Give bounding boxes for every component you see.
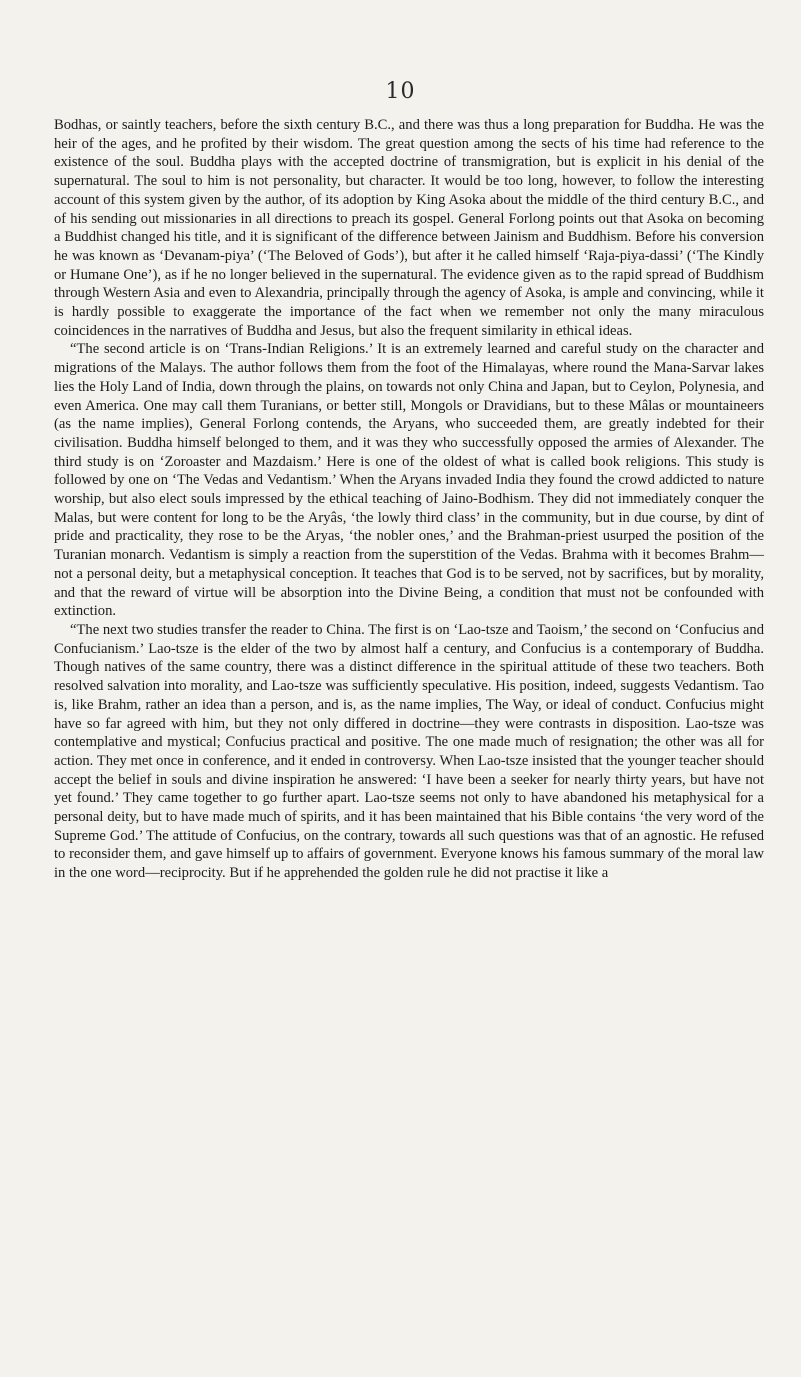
paragraph: “The second article is on ‘Trans-Indian Religions.’ It is an extremely learned and careful study on the character and migrations of the Malays. The author follows them from the foot of the Himalayas, where round the Mana-Sarvar lakes lies the Holy Land of India, down through the plains, on towards not only China and Japan, but to Ceylon, Polynesia, and even America. One may call them Turanians, or better still, Mongols or Dravidians, but to these Mâlas or mountaineers (as the name implies), General Forlong contends, the Aryans, who succeeded them, are greatly indebted for their civilisation. Buddha himself belonged to them, and it was they who successfully opposed the armies of Alexander. The third study is on ‘Zoroaster and Mazdaism.’ Here is one of the oldest of what is called book religions. This study is followed by one on ‘The Vedas and Vedantism.’ When the Aryans invaded India they found the crowd addicted to nature worship, but also elect souls impressed by the ethical teaching of Jaino-Bodhism. They did not immediately conquer the Malas, but were content for long to be the Aryâs, ‘the lowly third class’ in the community, but in due course, by dint of pride and practicality, they rose to be the Aryas, ‘the nobler ones,’ and the Brahman-priest usurped the position of the Turanian monarch. Vedantism is simply a reaction from the superstition of the Vedas. Brahma with it becomes Brahm—not a personal deity, but a metaphysical conception. It teaches that God is to be served, not by sacrifices, but by morality, and that the reward of virtue will be absorption into the Divine Being, a condition that must not be confounded with extinction. xyxy=(54,341,764,620)
paragraph: Bodhas, or saintly teachers, before the sixth century B.C., and there was thus a long preparation for Buddha. He was the heir of the ages, and he profited by their wisdom. The great question among the sects of his time had reference to the existence of the soul. Buddha plays with the accepted doctrine of transmigration, but is explicit in his denial of the supernatural. The soul to him is not personality, but character. It would be too long, however, to follow the interesting account of this system given by the author, of its adoption by King Asoka about the middle of the third century B.C., and of his sending out missionaries in all directions to preach its gospel. General Forlong points out that Asoka on becoming a Buddhist changed his title, and it is significant of the difference between Jainism and Buddhism. Before his conversion he was known as ‘Devanam-piya’ (‘The Beloved of Gods’), but after it he called himself ‘Raja-piya-dassi’ (‘The Kindly or Humane One’), as if he no longer believed in the supernatural. The evidence given as to the rapid spread of Buddhism through Western Asia and even to Alexandria, principally through the agency of Asoka, is ample and convincing, while it is hardly possible to exaggerate the importance of the fact when we remember not only the many miraculous coincidences in the narratives of Buddha and Jesus, but also the frequent similarity in ethical ideas. xyxy=(54,117,764,339)
page-number: 10 xyxy=(385,79,416,104)
page-body xyxy=(54,116,764,883)
paragraph: “The next two studies transfer the reader to China. The first is on ‘Lao-tsze and Taoism,’ the second on ‘Confucius and Confucianism.’ Lao-tsze is the elder of the two by almost half a century, and Confucius is a contemporary of Buddha. Though natives of the same country, there was a distinct difference in the spiritual attitude of these two teachers. Both resolved salvation into morality, and Lao-tsze was sufficiently speculative. His position, indeed, suggests Vedantism. Tao is, like Brahm, rather an idea than a person, and is, as the name implies, The Way, or ideal of conduct. Confucius might have so far agreed with him, but they not only differed in doctrine—they were contrasts in disposition. Lao-tsze was contemplative and mystical; Confucius practical and positive. The one made much of resignation; the other was all for action. They met once in conference, and it ended in controversy. When Lao-tsze insisted that the younger teacher should accept the belief in souls and divine inspiration he answered: ‘I have been a seeker for nearly thirty years, but have not yet found.’ They came together to go further apart. Lao-tsze seems not only to have abandoned his metaphysical for a personal deity, but to have made much of spirits, and it has been maintained that his Bible contains ‘the very word of the Supreme God.’ The attitude of Confucius, on the contrary, towards all such questions was that of an agnostic. He refused to reconsider them, and gave himself up to affairs of government. Everyone knows his famous summary of the moral law in the one word—reciprocity. But if he apprehended the golden rule he did not practise it like a xyxy=(54,621,764,882)
